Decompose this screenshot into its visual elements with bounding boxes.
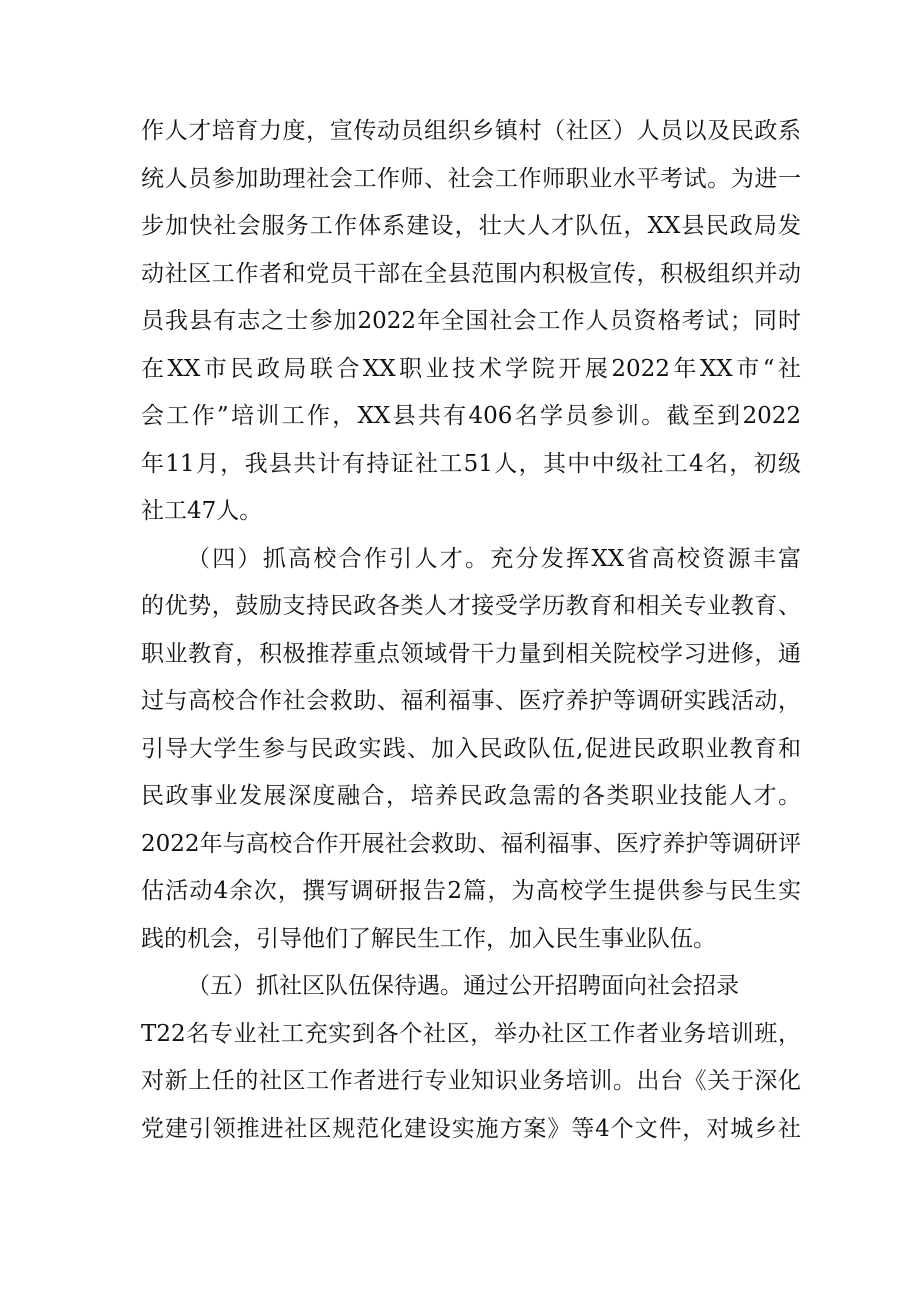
- text-line: 对新上任的社区工作者进行专业知识业务培训。出台《关于深化: [141, 1068, 801, 1094]
- text-line: 会工作”培训工作，XX县共有406名学员参训。截至到2022: [141, 403, 801, 429]
- text-line: 引导大学生参与民政实践、加入民政队伍,促进民政职业教育和: [141, 735, 801, 762]
- text-line: 社工47人。: [141, 498, 263, 524]
- text-line: T22名专业社工充实到各个社区，举办社区工作者业务培训班，: [141, 1020, 801, 1047]
- text-line: 的优势，鼓励支持民政各类人才接受学历教育和相关专业教育、: [141, 593, 801, 619]
- text-line: 统人员参加助理社会工作师、社会工作师职业水平考试。为进一: [141, 165, 801, 192]
- text-line: 职业教育，积极推荐重点领域骨干力量到相关院校学习进修，通: [141, 640, 801, 667]
- text-line: 2022年与高校合作开展社会救助、福利福事、医疗养护等调研评: [141, 830, 801, 857]
- text-line: 在XX市民政局联合XX职业技术学院开展2022年XX市“社: [141, 355, 801, 382]
- text-line: 践的机会，引导他们了解民生工作，加入民生事业队伍。: [141, 925, 716, 952]
- text-line: （四）抓高校合作引人才。充分发挥XX省高校资源丰富: [187, 545, 801, 572]
- text-line: 过与高校合作社会救助、福利福事、医疗养护等调研实践活动，: [141, 688, 801, 714]
- text-line: （五）抓社区队伍保待遇。通过公开招聘面向社会招录: [187, 973, 739, 999]
- text-line: 作人才培育力度，宣传动员组织乡镇村（社区）人员以及民政系: [141, 118, 801, 144]
- text-line: 步加快社会服务工作体系建设，壮大人才队伍，XX县民政局发: [141, 213, 801, 239]
- text-line: 党建引领推进社区规范化建设实施方案》等4个文件，对城乡社: [141, 1115, 801, 1142]
- text-line: 民政事业发展深度融合，培养民政急需的各类职业技能人才。: [141, 783, 801, 809]
- text-line: 员我县有志之士参加2022年全国社会工作人员资格考试；同时: [141, 308, 801, 334]
- text-line: 动社区工作者和党员干部在全县范围内积极宣传，积极组织并动: [141, 260, 801, 287]
- body-text: [141, 108, 801, 1153]
- text-line: 估活动4余次，撰写调研报告2篇，为高校学生提供参与民生实: [141, 878, 801, 904]
- text-line: 年11月，我县共计有持证社工51人，其中中级社工4名，初级: [141, 450, 801, 477]
